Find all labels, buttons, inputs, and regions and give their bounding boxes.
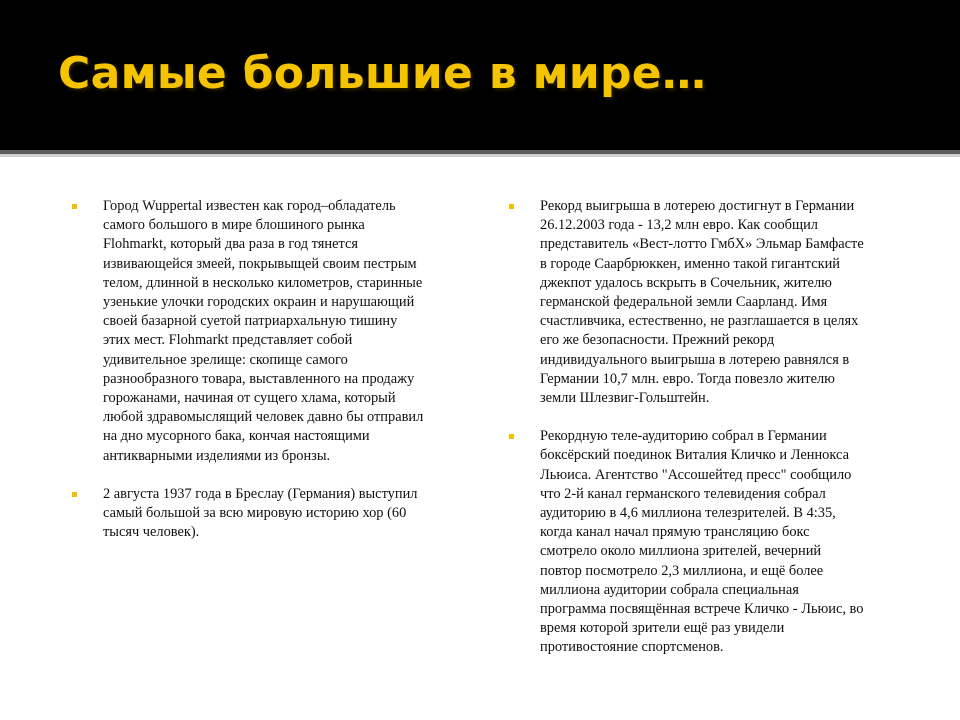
title-divider-shadow <box>0 154 960 157</box>
text-line: Рекордную теле-аудиторию собрал в Германии <box>540 428 827 445</box>
text-line: Рекорд выигрыша в лотерею достигнут в Германии <box>540 198 855 214</box>
text-line: 26.12.2003 года - 13,2 млн евро. Как сообщил <box>540 217 818 234</box>
text-line: германской федеральной земли Саарланд. Имя <box>540 294 828 311</box>
text-line: в городе Саарбрюккен, именно такой гигантский <box>540 255 840 272</box>
text-line: представитель «Вест-лотто ГмбХ» Эльмар Бамфасте <box>540 236 864 253</box>
text-line: джекпот удалось вскрыть в Сочельник, жителю <box>540 274 832 291</box>
text-line: время которой зрители ещё раз увидели <box>540 620 785 637</box>
text-line: разнообразного товара, выставленного на продажу <box>103 370 415 387</box>
text-line: что 2-й канал германского телевидения собрал <box>540 485 826 502</box>
left-column <box>72 197 467 561</box>
text-line: когда канал начал прямую трансляцию бокс <box>540 524 810 541</box>
text-line: программа посвящённая встрече Кличко - Льюис, во <box>540 601 864 618</box>
bullet-item-lottery <box>509 197 909 408</box>
bullet-item-wuppertal <box>72 197 467 466</box>
text-line: своей базарной суетой патриархальную тишину <box>103 313 398 330</box>
square-bullet-icon <box>509 434 514 439</box>
text-line: аудиторию в 4,6 миллиона телезрителей. В 4:35, <box>540 505 836 522</box>
text-line: тысяч человек). <box>103 524 200 541</box>
text-line: смотрело около миллиона зрителей, вечерний <box>540 543 822 560</box>
text-line: телом, длинной в несколько километров, старинные <box>103 274 423 291</box>
slide-title: Самые большие в мире… <box>58 48 707 99</box>
text-line: повтор посмотрело 2,3 миллиона, и ещё более <box>540 562 824 579</box>
text-line: его же безопасности. Прежний рекорд <box>540 332 775 349</box>
text-line: этих мест. Flohmarkt представляет собой <box>103 332 353 349</box>
text-line: земли Шлезвиг-Гольштейн. <box>540 390 710 407</box>
text-line: индивидуального выигрыша в лотерею равнялся в <box>540 351 850 368</box>
text-line: горожанами, начиная от сущего хлама, который <box>103 390 396 407</box>
text-line: миллиона аудитории собрала специальная <box>540 581 799 598</box>
right-column <box>509 197 909 677</box>
text-line: счастливчика, естественно, не разглашается в целях <box>540 313 859 330</box>
bullet-item-choir <box>72 485 467 543</box>
text-line: самого большого в мире блошиного рынка <box>103 217 365 234</box>
square-bullet-icon <box>72 492 77 497</box>
text-line: узенькие улочки городских окраин и нарушающий <box>103 294 415 311</box>
text-line: боксёрский поединок Виталия Кличко и Леннокса <box>540 447 849 464</box>
text-line: противостояние спортсменов. <box>540 639 724 656</box>
text-line: Германии 10,7 млн. евро. Тогда повезло жителю <box>540 370 835 387</box>
square-bullet-icon <box>509 204 514 209</box>
text-line: удивительное зрелище: скопище самого <box>103 351 348 368</box>
text-line: Flohmarkt, который два раза в год тянется <box>103 236 358 253</box>
text-line: самый большой за всю мировую историю хор (60 <box>103 505 407 522</box>
bullet-item-tv-audience <box>509 427 909 657</box>
text-line: извивающейся змеей, покрывыщей своим пестрым <box>103 255 417 272</box>
text-line: Льюиса. Агентство "Ассошейтед пресс" сообщило <box>540 466 852 483</box>
text-line: Город Wuppertal известен как город–обладатель <box>103 198 396 214</box>
text-line: на дно мусорного бака, кончая настоящими <box>103 428 370 445</box>
text-line: 2 августа 1937 года в Бреслау (Германия) выступил <box>103 485 418 502</box>
square-bullet-icon <box>72 204 77 209</box>
text-line: антикварными изделиями из бронзы. <box>103 447 331 464</box>
text-line: любой здравомыслящий человек давно бы отправил <box>103 409 424 426</box>
